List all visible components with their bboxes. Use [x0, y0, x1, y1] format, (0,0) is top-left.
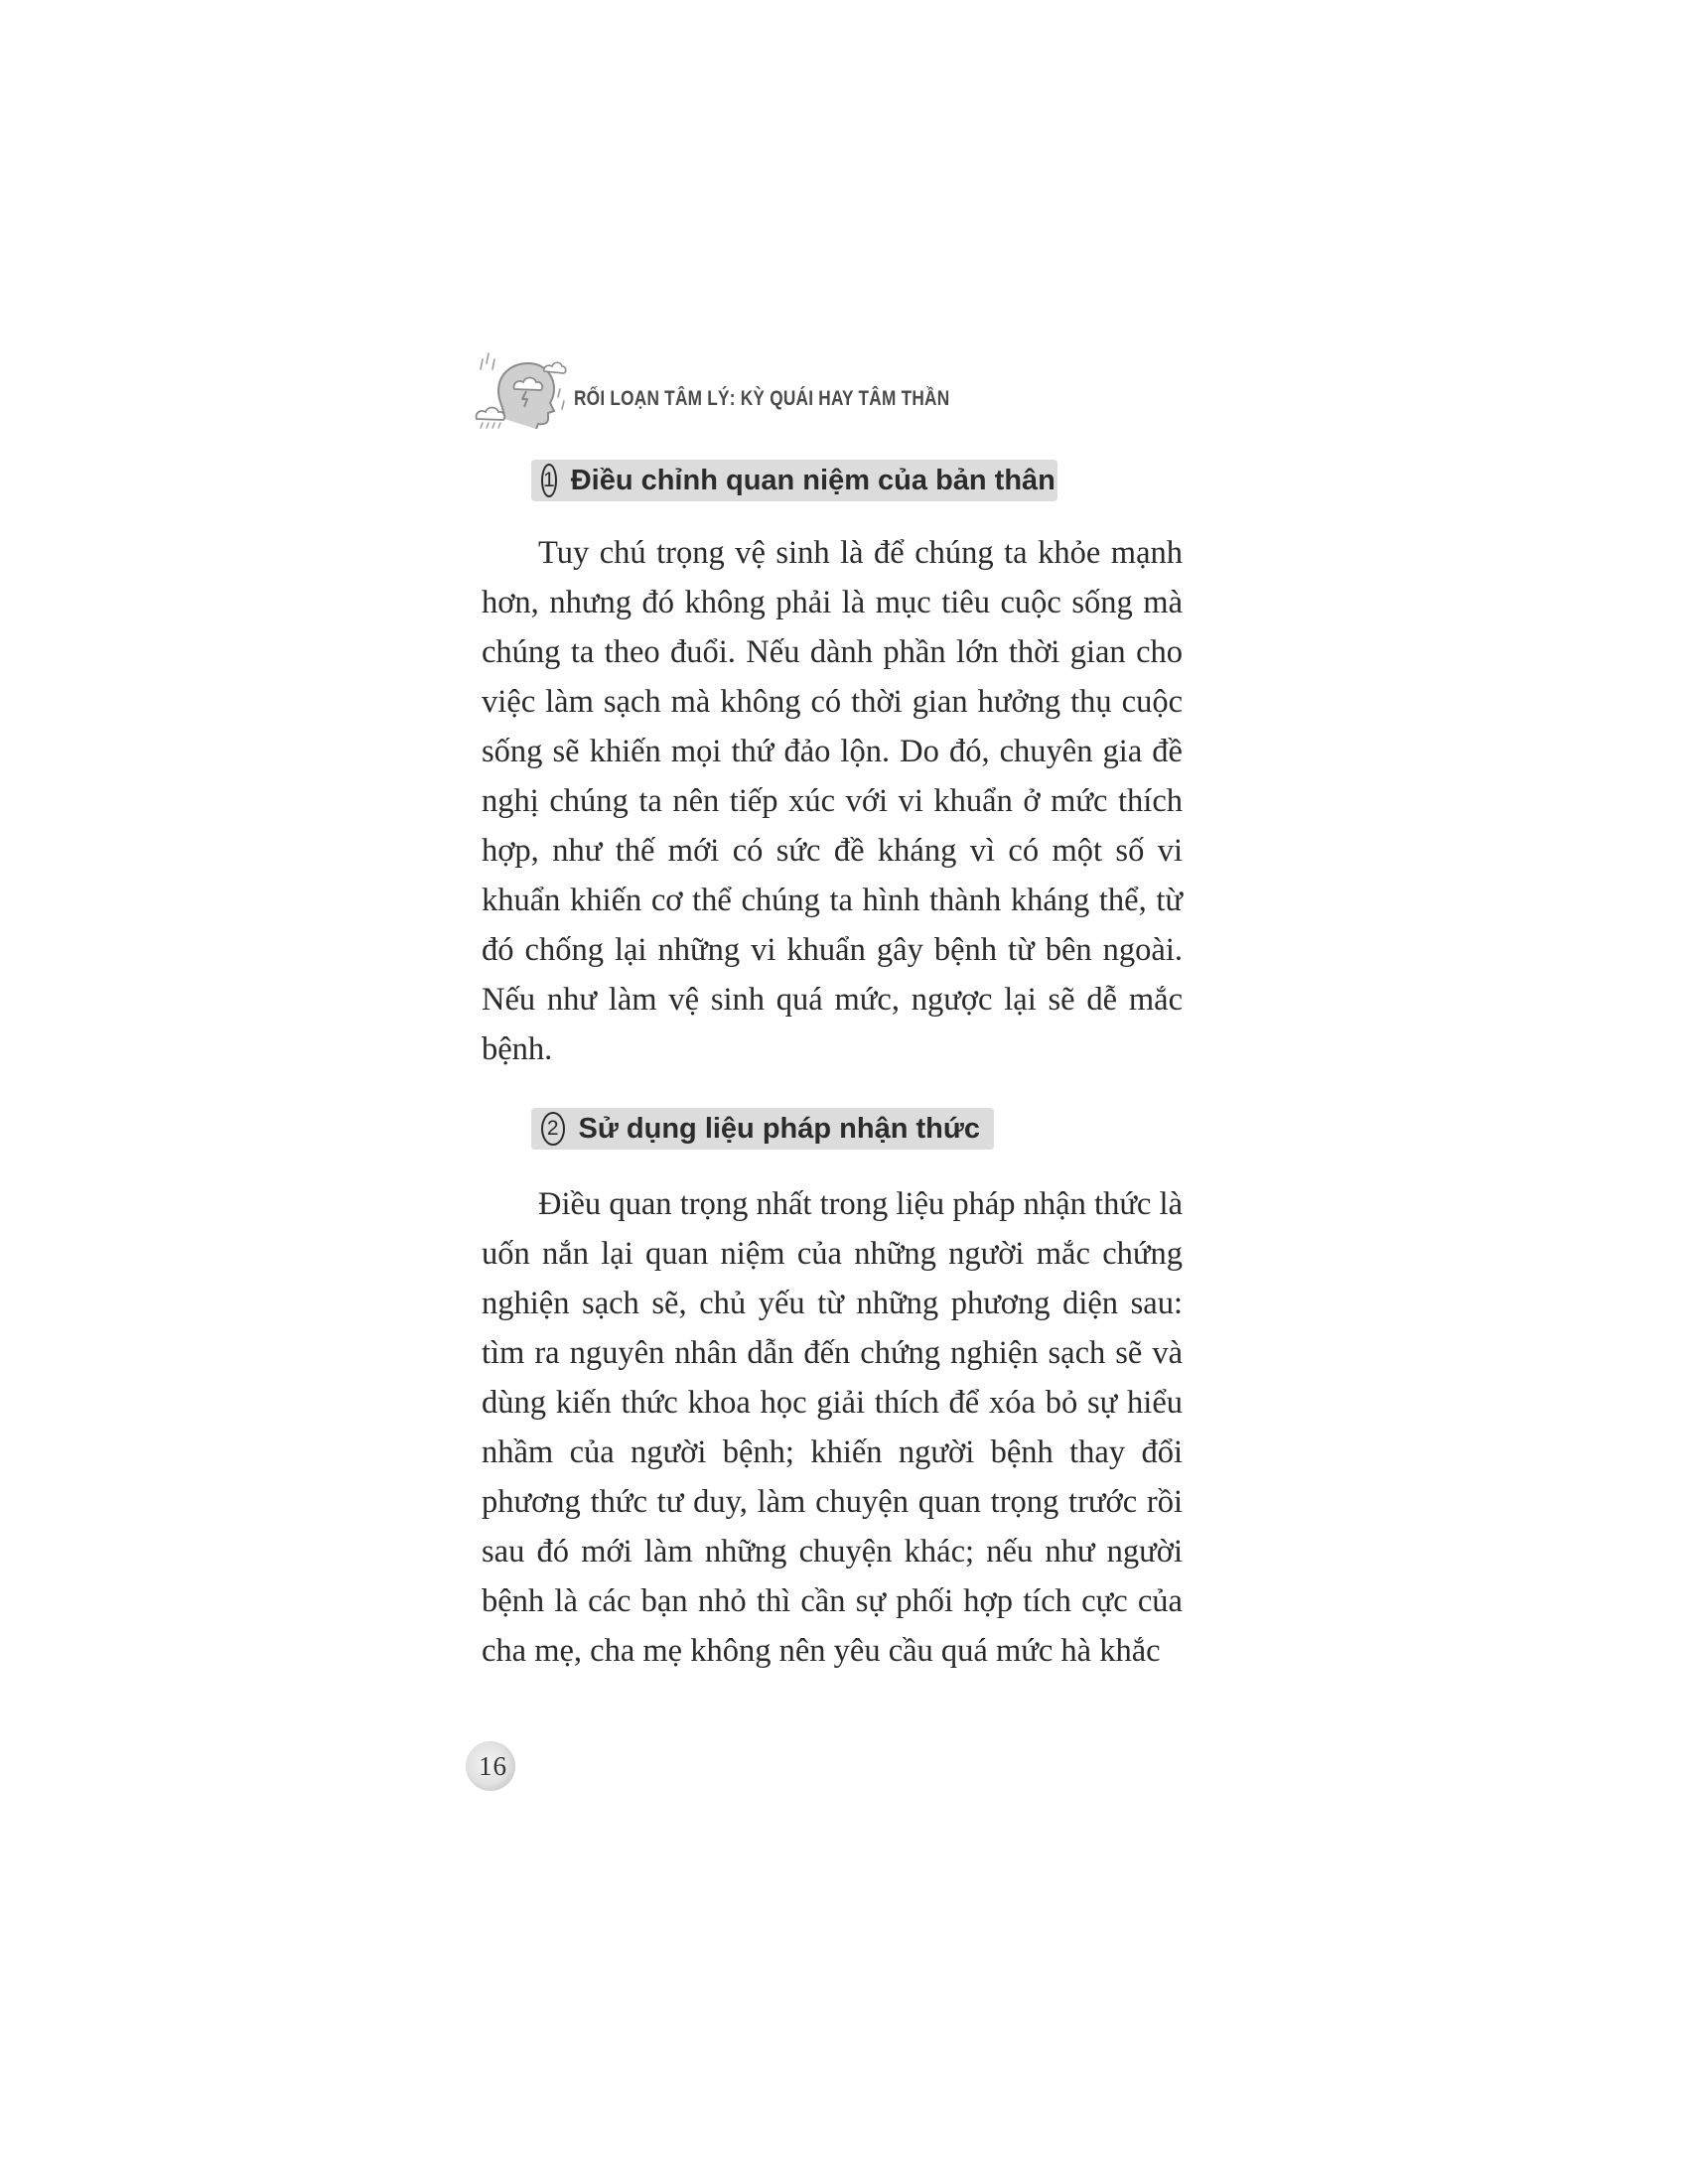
running-header-title: RỐI LOẠN TÂM LÝ: KỲ QUÁI HAY TÂM THẦN — [574, 387, 950, 410]
section-heading-1 — [531, 460, 1057, 501]
page-number: 16 — [479, 1751, 507, 1781]
section-number-badge: 1 — [541, 464, 557, 497]
section-heading-2 — [531, 1108, 994, 1150]
page-number-badge — [465, 1739, 520, 1795]
head-storm-icon — [475, 349, 568, 429]
body-paragraph-2: Điều quan trọng nhất trong liệu pháp nhận thức là uốn nắn lại quan niệm của những người mắc chứng nghiện sạch sẽ, chủ yếu từ những phương diện sau: tìm ra nguyên nhân dẫn đến chứng nghiện sạch sẽ và dùng kiến thức khoa học giải thích để xóa bỏ sự hiểu nhầm của người bệnh; khiến người bệnh thay đổi phương thức tư duy, làm chuyện quan trọng trước rồi sau đó mới làm những chuyện khác; nếu như người bệnh là các bạn nhỏ thì cần sự phối hợp tích cực của cha mẹ, cha mẹ không nên yêu cầu quá mức hà khắc — [482, 1186, 1183, 1669]
section-number-badge: 2 — [541, 1112, 565, 1146]
section-heading-text: Điều chỉnh quan niệm của bản thân — [570, 464, 1055, 496]
body-paragraph-1: Tuy chú trọng vệ sinh là để chúng ta khỏe mạnh hơn, nhưng đó không phải là mục tiêu cuộc sống mà chúng ta theo đuổi. Nếu dành phần lớn thời gian cho việc làm sạch mà không có thời gian hưởng thụ cuộc sống sẽ khiến mọi thứ đảo lộn. Do đó, chuyên gia đề nghị chúng ta nên tiếp xúc với vi khuẩn ở mức thích hợp, như thế mới có sức đề kháng vì có một số vi khuẩn khiến cơ thể chúng ta hình thành kháng thể, từ đó chống lại những vi khuẩn gây bệnh từ bên ngoài. Nếu như làm vệ sinh quá mức, ngược lại sẽ dễ mắc bệnh. — [482, 535, 1183, 1067]
section-heading-text: Sử dụng liệu pháp nhận thức — [578, 1112, 980, 1145]
running-header — [475, 349, 1229, 429]
